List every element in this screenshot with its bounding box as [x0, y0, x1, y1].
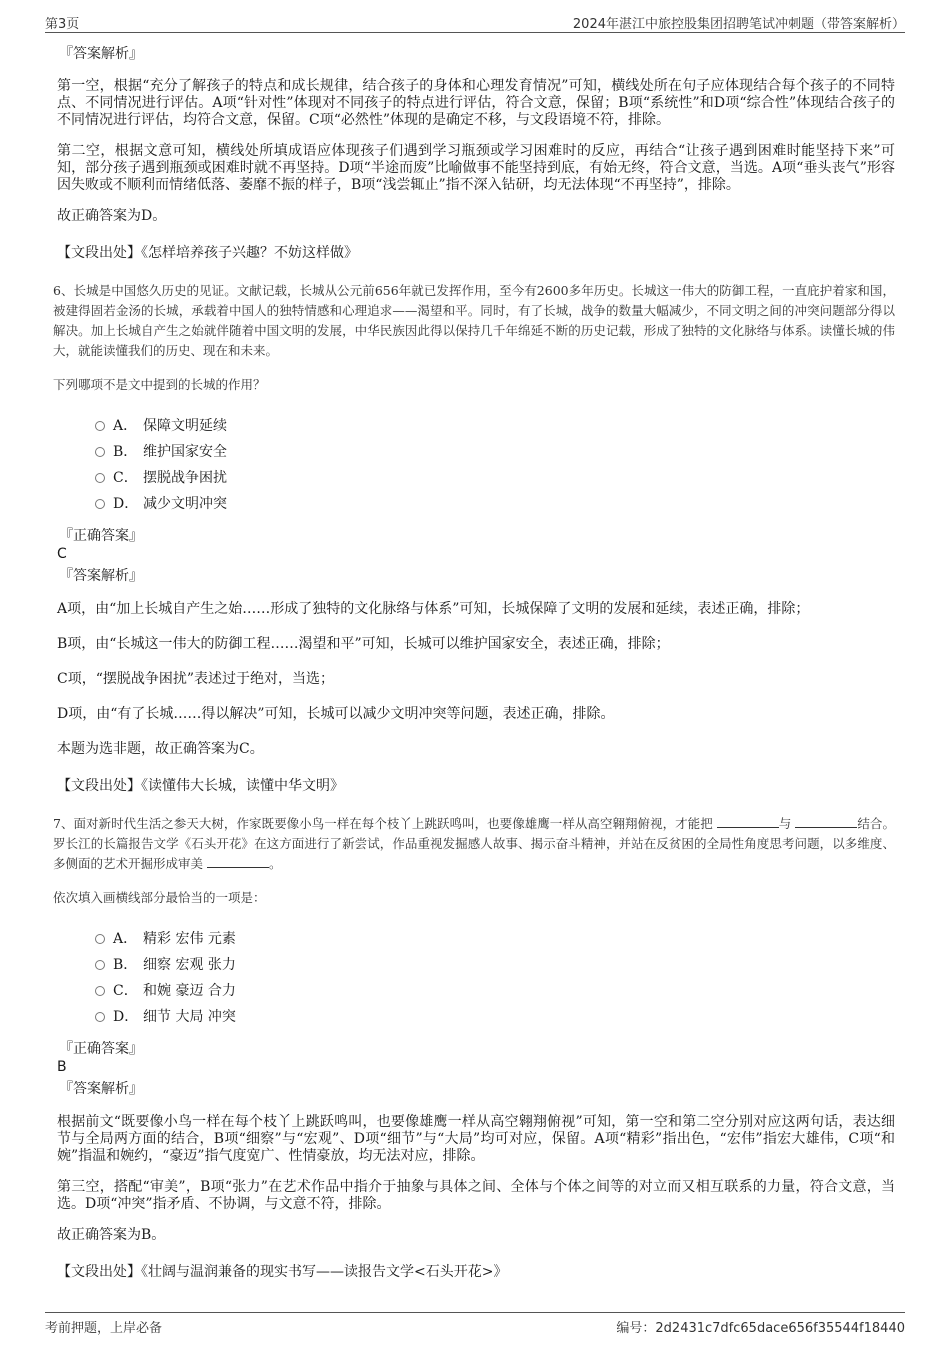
q7-analysis-p1: 根据前文“既要像小鸟一样在每个枝丫上跳跃鸣叫，也要像雄鹰一样从高空翱翔俯视”可知，第一空和第二空分别对应这两句话，表达细节与全局两方面的结合，B项“细察”与“宏观”、D项“细节”与“大局”均可对应，保留。A项“精彩”指出色，“宏伟”指宏大雄伟，C项“和婉”指温和婉约，“豪迈”指气度宽广、性情豪放，均无法对应，排除。 [57, 1114, 895, 1164]
q6-analysis-b: B项，由“长城这一伟大的防御工程……渴望和平”可知，长城可以维护国家安全，表述正确，排除； [57, 636, 670, 652]
blank-3 [207, 855, 269, 868]
radio-icon[interactable] [95, 986, 105, 996]
q7-answer: B [57, 1059, 67, 1075]
page-header [45, 10, 905, 33]
document-title: 2024年湛江中旅控股集团招聘笔试冲刺题（带答案解析） [572, 17, 905, 32]
q7-analysis-p2: 第三空，搭配“审美”，B项“张力”在艺术作品中指介于抽象与具体之间、全体与个体之间等的对立而又相互联系的力量，符合文意，当选。D项“冲突”指矛盾、不协调，与文意不符，排除。 [57, 1179, 895, 1212]
radio-icon[interactable] [95, 934, 105, 944]
q6-answer: C [57, 546, 67, 562]
q6-analysis-d: D项，由“有了长城……得以解决”可知，长城可以减少文明冲突等问题，表述正确，排除。 [57, 706, 615, 722]
q6-option-c[interactable]: C． 摆脱战争困扰 [95, 465, 895, 491]
blank-1 [717, 815, 779, 828]
radio-icon[interactable] [95, 499, 105, 509]
q6-source: 【文段出处】《读懂伟大长城，读懂中华文明》 [57, 778, 344, 794]
q6-passage: 6、长城是中国悠久历史的见证。文献记载，长城从公元前656年就已发挥作用，至今有2600多年历史。长城这一伟大的防御工程，一直庇护着家和国，被建得固若金汤的长城，承载着中国人的独特情感和心理追求——渴望和平。同时，有了长城，战争的数量大幅减少，不同文明之间的冲突问题部分得以解决。加上长城自产生之始就伴随着中国文明的发展，中华民族因此得以保持几千年绵延不断的历史记载，形成了独特的文化脉络与体系。读懂长城的伟大，就能读懂我们的历史、现在和未来。 [53, 283, 895, 358]
q7-answer-label: 『正确答案』 [59, 1041, 143, 1057]
q6-analysis-c: C项，“摆脱战争困扰”表述过于绝对，当选； [57, 671, 335, 687]
q6-answer-label: 『正确答案』 [59, 528, 143, 544]
q6-analysis-label: 『答案解析』 [59, 568, 143, 584]
prev-analysis-p1: 第一空，根据“充分了解孩子的特点和成长规律，结合孩子的身体和心理发育情况”可知，横线处所在句子应体现结合每个孩子的不同特点、不同情况进行评估。A项“针对性”体现对不同孩子的特点进行评估，符合文意，保留；B项“系统性”和D项“综合性”体现结合孩子的不同情况进行评估，均符合文意，保留。C项“必然性”体现的是确定不移，与文段语境不符，排除。 [57, 78, 895, 128]
footer-slogan: 考前押题，上岸必备 [45, 1321, 163, 1336]
radio-icon[interactable] [95, 447, 105, 457]
radio-icon[interactable] [95, 473, 105, 483]
prev-conclusion: 故正确答案为D。 [57, 208, 167, 224]
page-content [53, 40, 895, 1300]
q7-conclusion: 故正确答案为B。 [57, 1227, 166, 1243]
q7-option-c[interactable]: C． 和婉 豪迈 合力 [95, 978, 895, 1004]
q6-option-d[interactable]: D． 减少文明冲突 [95, 491, 895, 517]
q7-passage: 7、面对新时代生活之参天大树，作家既要像小鸟一样在每个枝丫上跳跃鸣叫，也要像雄鹰一样从高空翱翔俯视，才能把 与 结合。罗长江的长篇报告文学《石头开花》在这方面进行了新尝试，作品重视发掘感人故事、揭示奋斗精神，并站在反贫困的全局性角度思考问题，以多维度、多侧面的艺术开掘形成审美 。 [53, 816, 895, 871]
prev-analysis-label: 『答案解析』 [59, 46, 143, 62]
blank-2 [795, 815, 857, 828]
q6-option-a[interactable]: A． 保障文明延续 [95, 413, 895, 439]
q7-option-b[interactable]: B． 细察 宏观 张力 [95, 952, 895, 978]
prev-analysis-p2: 第二空，根据文意可知，横线处所填成语应体现孩子们遇到学习瓶颈或学习困难时的反应，再结合“让孩子遇到困难时能坚持下来”可知，部分孩子遇到瓶颈或困难时就不再坚持。D项“半途而废”比喻做事不能坚持到底，有始无终，符合文意，当选。A项“垂头丧气”形容因失败或不顺利而情绪低落、萎靡不振的样子，B项“浅尝辄止”指不深入钻研，均无法体现“不再坚持”，排除。 [57, 143, 895, 193]
radio-icon[interactable] [95, 1012, 105, 1022]
q7-option-a[interactable]: A． 精彩 宏伟 元素 [95, 926, 895, 952]
q6-question: 下列哪项不是文中提到的长城的作用？ [53, 377, 266, 392]
radio-icon[interactable] [95, 960, 105, 970]
q7-option-d[interactable]: D． 细节 大局 冲突 [95, 1004, 895, 1030]
prev-source: 【文段出处】《怎样培养孩子兴趣？不妨这样做》 [57, 245, 358, 261]
q6-analysis-a: A项，由“加上长城自产生之始……形成了独特的文化脉络与体系”可知，长城保障了文明的发展和延续，表述正确，排除； [57, 601, 810, 617]
footer-code: 编号：2d2431c7dfc65dace656f35544f18440 [616, 1321, 905, 1336]
q7-source: 【文段出处】《壮阔与温润兼备的现实书写——读报告文学<石头开花>》 [57, 1264, 508, 1280]
q7-analysis-label: 『答案解析』 [59, 1081, 143, 1097]
radio-icon[interactable] [95, 421, 105, 431]
q6-options [95, 413, 895, 517]
page-footer [45, 1312, 905, 1335]
q6-conclusion: 本题为选非题，故正确答案为C。 [57, 741, 264, 757]
page-number: 第3页 [45, 17, 80, 32]
q7-options [95, 926, 895, 1030]
q7-question: 依次填入画横线部分最恰当的一项是： [53, 890, 266, 905]
q6-option-b[interactable]: B． 维护国家安全 [95, 439, 895, 465]
